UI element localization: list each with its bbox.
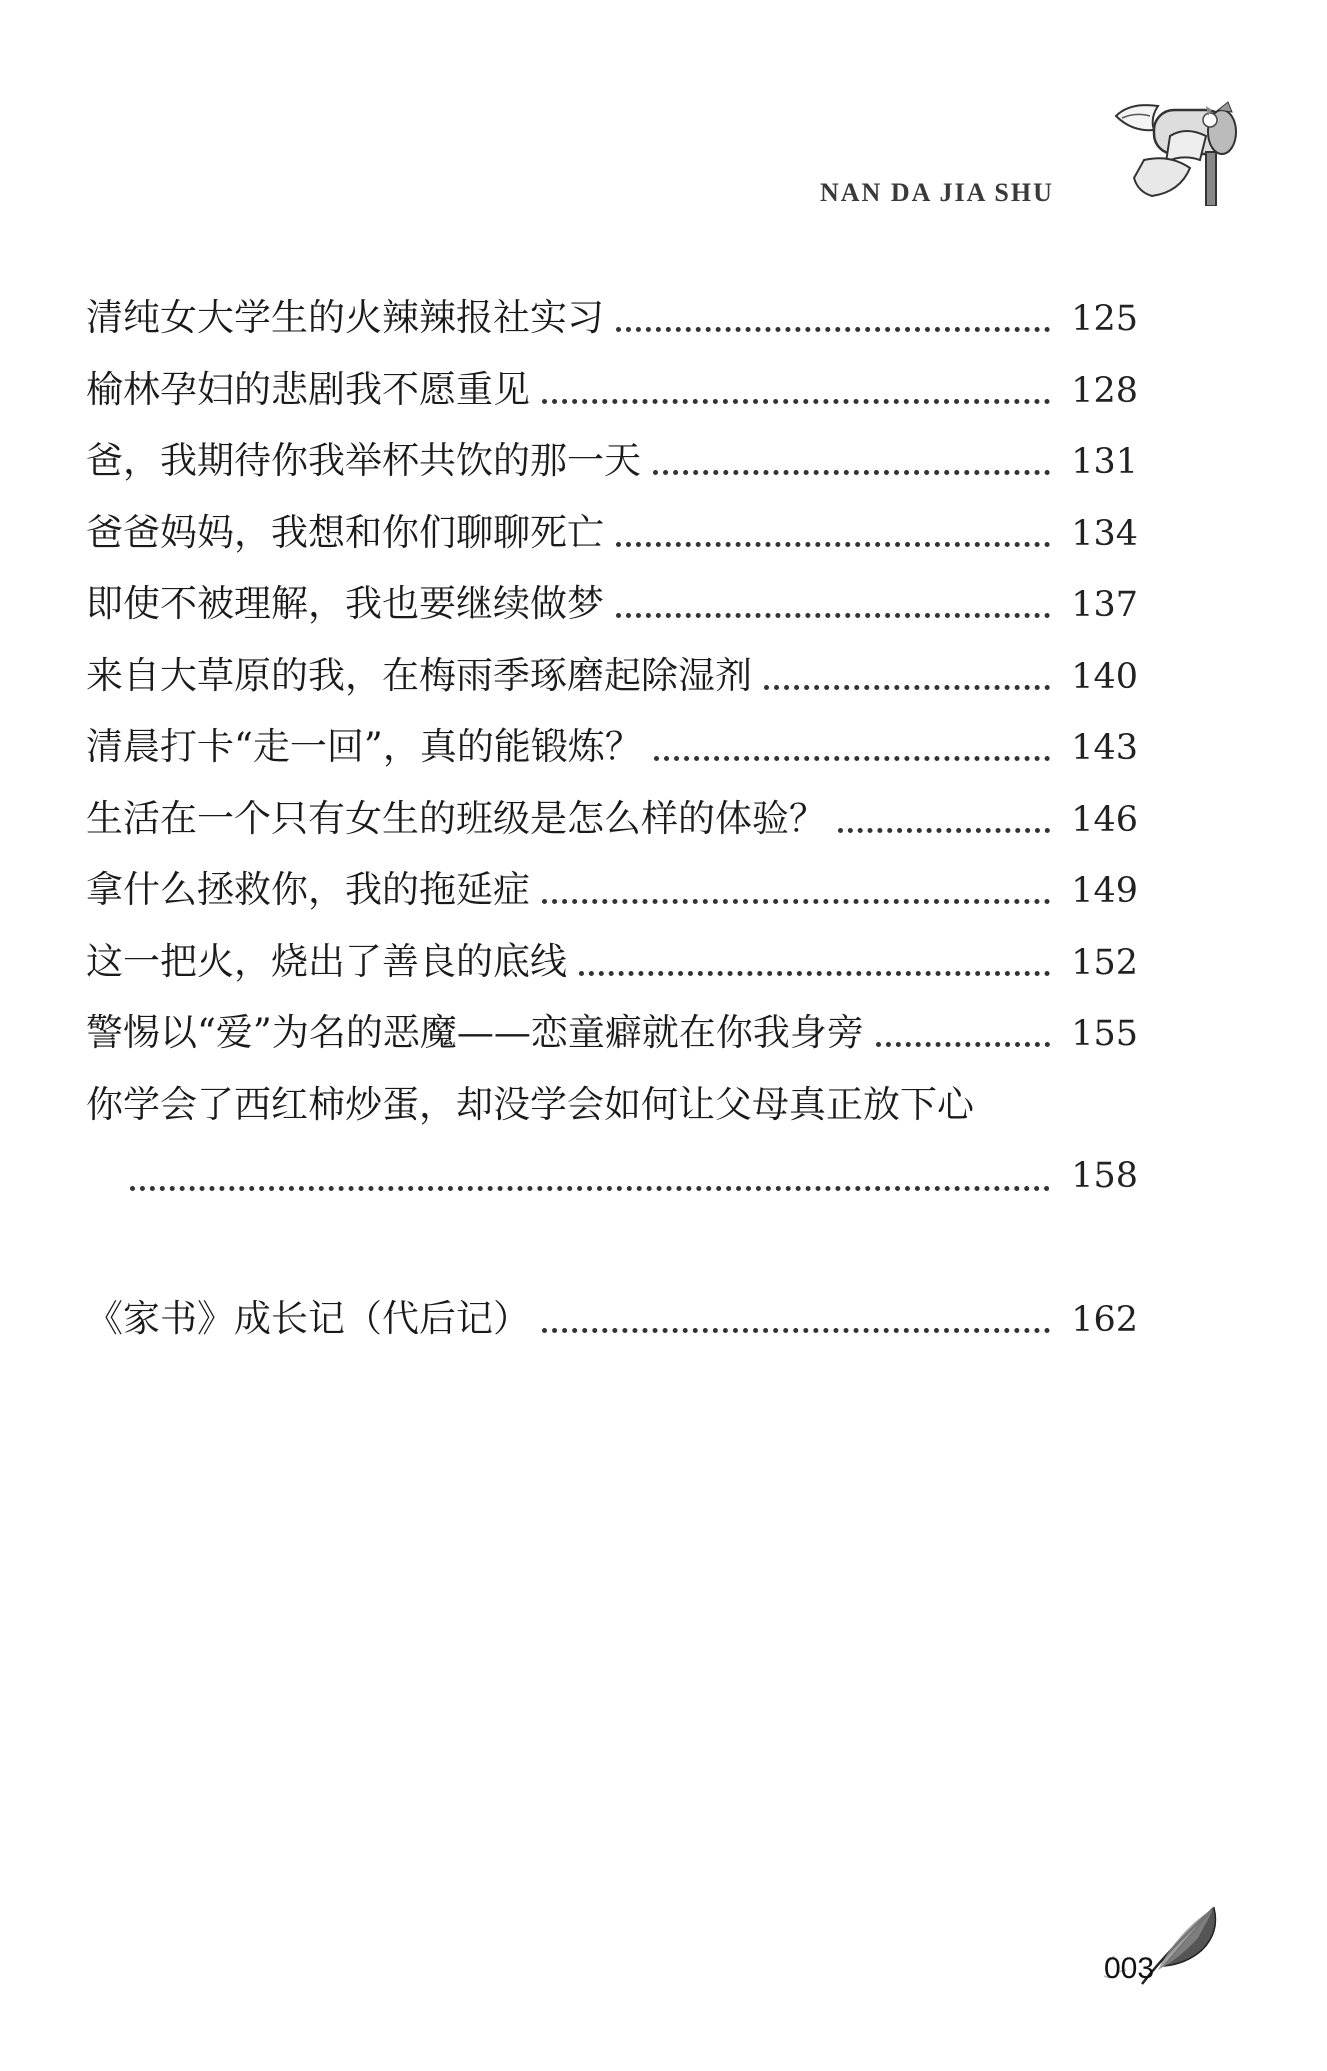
toc-entry-title: 警惕以“爱”为名的恶魔——恋童癖就在你我身旁 [86,1011,864,1054]
dot-leader [542,1316,1050,1333]
mailbox-icon [1110,96,1246,206]
toc-entry-page: 149 [1071,871,1138,911]
dot-leader [130,1174,1050,1191]
running-header: NAN DA JIA SHU [820,178,1054,207]
toc-entry-continuation[interactable] [86,1141,1138,1213]
page-number: 003 [1104,1952,1155,1985]
toc-entry[interactable] [86,425,1138,497]
toc-entry-page: 146 [1071,799,1138,840]
dot-leader [764,673,1050,690]
toc-entry-page: 140 [1071,656,1138,697]
toc-entry[interactable] [86,568,1138,640]
dot-leader [579,959,1050,976]
toc-entry-title: 拿什么拯救你，我的拖延症 [86,868,530,911]
toc-entry-title: 爸爸妈妈，我想和你们聊聊死亡 [86,510,604,554]
toc-entry[interactable] [86,711,1138,783]
toc-entry-page: 158 [1071,1155,1138,1196]
toc-entry-page: 162 [1071,1299,1138,1340]
toc-entry[interactable] [86,783,1138,855]
toc-entry-title: 爸，我期待你我举杯共饮的那一天 [86,439,641,482]
dot-leader [876,1030,1050,1047]
dot-leader [542,387,1050,404]
dot-leader [653,458,1050,475]
toc-entry-title: 来自大草原的我，在梅雨季琢磨起除湿剂 [86,653,752,697]
toc-entry-title: 即使不被理解，我也要继续做梦 [86,582,604,625]
toc-entry-page: 143 [1071,728,1138,768]
dot-leader [616,601,1050,618]
toc-entry[interactable] [86,854,1138,926]
toc-entry-title: 榆林孕妇的悲剧我不愿重见 [86,367,530,411]
dot-leader [542,887,1050,904]
toc-entry[interactable] [86,497,1138,569]
toc-entry-page: 125 [1071,299,1138,339]
toc-entry[interactable] [86,354,1138,426]
dot-leader [616,530,1050,547]
toc-entry-title: 清晨打卡“走一回”，真的能锻炼？ [86,725,642,768]
table-of-contents [86,282,1138,1354]
toc-entry-wrapped[interactable] [86,1069,1138,1141]
toc-entry[interactable] [86,640,1138,712]
toc-entry-title: 《家书》成长记（代后记） [86,1296,530,1340]
toc-entry-page: 128 [1071,370,1138,411]
toc-entry-page: 155 [1071,1014,1138,1054]
toc-entry-afterword[interactable] [86,1283,1138,1355]
toc-entry[interactable] [86,926,1138,998]
toc-entry-title: 你学会了西红柿炒蛋，却没学会如何让父母真正放下心 [86,1082,974,1126]
toc-entry[interactable] [86,997,1138,1069]
toc-entry-page: 134 [1071,513,1138,554]
dot-leader [654,744,1050,761]
toc-entry-page: 131 [1071,442,1138,482]
toc-entry-page: 137 [1071,585,1138,625]
toc-entry[interactable] [86,282,1138,354]
dot-leader [838,816,1050,833]
toc-entry-page: 152 [1071,942,1138,983]
toc-entry-title: 清纯女大学生的火辣辣报社实习 [86,296,604,339]
dot-leader [616,315,1050,332]
toc-entry-title: 生活在一个只有女生的班级是怎么样的体验？ [86,796,826,840]
toc-entry-title: 这一把火，烧出了善良的底线 [86,939,567,983]
